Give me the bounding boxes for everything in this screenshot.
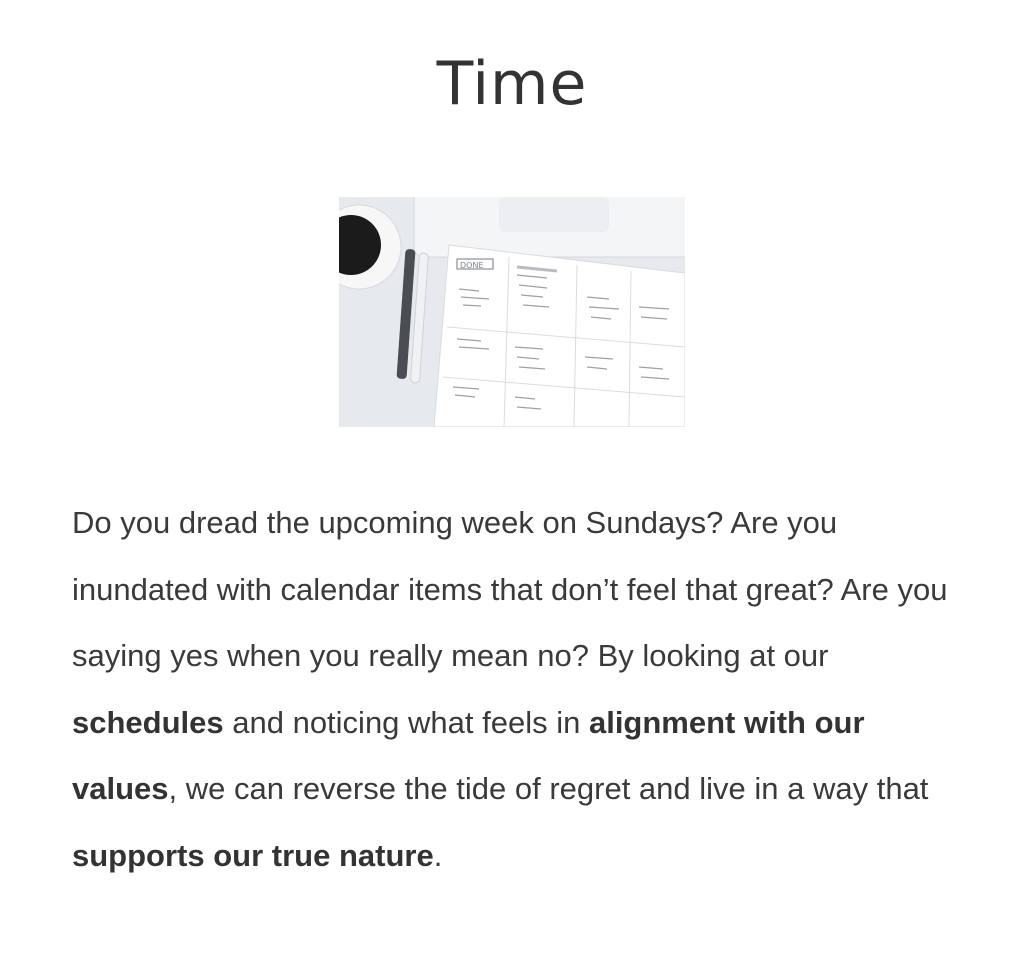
svg-text:DONE: DONE (460, 261, 484, 270)
article-body (72, 490, 972, 889)
emphasis-alignment: alignment with our values (72, 704, 865, 806)
article-paragraph (72, 490, 972, 889)
article-text-3: , we can reverse the tide of regret and live in a way that (168, 771, 929, 806)
article-text-4: . (433, 837, 443, 873)
emphasis-schedules: schedules (72, 704, 224, 740)
desk-planner-image (339, 197, 685, 427)
page-title: Time (436, 49, 588, 119)
article-text-2: and noticing what feels in (223, 704, 589, 740)
article-text-1: Do you dread the upcoming week on Sundays? Are you inundated with calendar items that don’t feel that great? Are you saying yes when you really mean no? By looking at our (72, 505, 948, 673)
emphasis-true-nature: supports our true nature (72, 837, 434, 873)
